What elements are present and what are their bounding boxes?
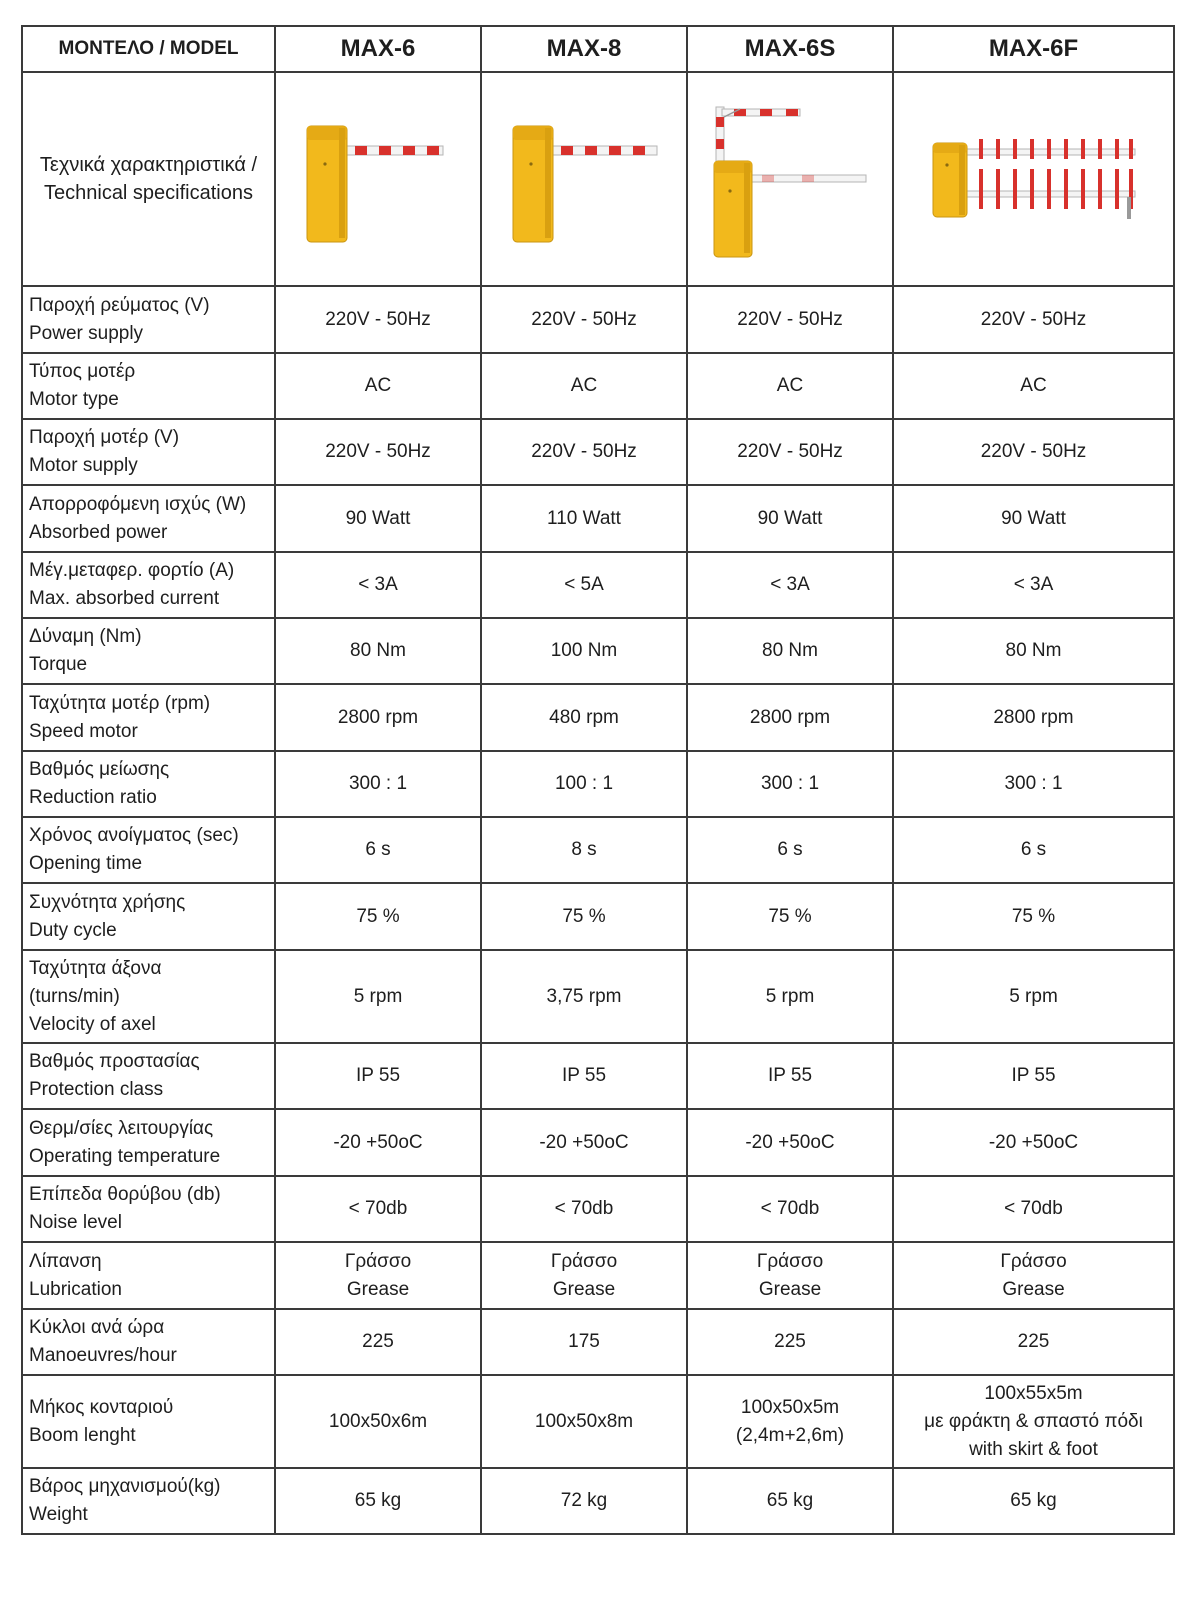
row-label bbox=[22, 1309, 275, 1375]
row-label-line: Opening time bbox=[29, 853, 143, 874]
value-cell bbox=[275, 817, 481, 883]
value-cell bbox=[481, 1242, 687, 1309]
row-label-line: Lubrication bbox=[29, 1278, 122, 1300]
value-line: 225 bbox=[774, 1331, 806, 1352]
value-cell bbox=[893, 684, 1174, 751]
value-line: 5 rpm bbox=[353, 985, 403, 1007]
table-row bbox=[22, 1309, 1174, 1375]
row-label-line: Weight bbox=[29, 1504, 88, 1525]
value-line: Grease bbox=[552, 1278, 616, 1300]
value-line: 80 Nm bbox=[762, 640, 818, 661]
value-line: -20 +50oC bbox=[333, 1131, 423, 1153]
value-cell bbox=[275, 950, 481, 1043]
value-cell bbox=[481, 684, 687, 751]
value-line: 220V - 50Hz bbox=[980, 441, 1087, 462]
row-label-line: Απορροφόμενη ισχύς (W) bbox=[29, 493, 247, 515]
value-line: 480 rpm bbox=[549, 706, 619, 728]
value-cell bbox=[275, 1468, 481, 1534]
value-line: IP 55 bbox=[561, 1065, 607, 1086]
value-cell bbox=[687, 1309, 893, 1375]
value-line: IP 55 bbox=[767, 1065, 813, 1086]
value-line: AC bbox=[364, 375, 392, 396]
value-cell bbox=[481, 751, 687, 817]
spec-title-gr: Τεχνικά χαρακτηριστικά / bbox=[39, 154, 258, 176]
value-line: 220V - 50Hz bbox=[737, 308, 843, 330]
value-line: AC bbox=[776, 375, 804, 396]
value-cell bbox=[893, 1242, 1174, 1309]
value-line: < 70db bbox=[554, 1198, 614, 1219]
max-8-barrier-image bbox=[509, 114, 659, 244]
value-line: 100x55x5m bbox=[984, 1382, 1083, 1404]
value-line: 75 % bbox=[1011, 905, 1056, 927]
value-cell bbox=[687, 286, 893, 353]
value-line: AC bbox=[570, 375, 598, 396]
value-cell bbox=[893, 552, 1174, 618]
value-line: -20 +50oC bbox=[988, 1131, 1079, 1153]
table-row bbox=[22, 684, 1174, 751]
value-line: Grease bbox=[346, 1278, 410, 1300]
value-line: 80 Nm bbox=[1005, 640, 1062, 661]
spec-table bbox=[21, 25, 1175, 1535]
value-cell bbox=[481, 1176, 687, 1242]
value-cell bbox=[275, 1176, 481, 1242]
row-label-line: Boom lenght bbox=[29, 1424, 136, 1446]
row-label bbox=[22, 286, 275, 353]
value-line: 220V - 50Hz bbox=[325, 441, 431, 462]
value-line: 90 Watt bbox=[345, 507, 411, 529]
row-label bbox=[22, 817, 275, 883]
row-label bbox=[22, 1109, 275, 1176]
header-row bbox=[22, 26, 1174, 72]
table-row bbox=[22, 1109, 1174, 1176]
value-cell bbox=[893, 419, 1174, 485]
value-line: 220V - 50Hz bbox=[531, 441, 637, 462]
value-line: 175 bbox=[568, 1331, 600, 1352]
row-label bbox=[22, 419, 275, 485]
table-row bbox=[22, 618, 1174, 684]
value-cell bbox=[687, 618, 893, 684]
row-label-line: Protection class bbox=[29, 1079, 164, 1100]
row-label bbox=[22, 950, 275, 1043]
row-label bbox=[22, 751, 275, 817]
value-line: 3,75 rpm bbox=[546, 985, 622, 1007]
row-label-line: Βαθμός μείωσης bbox=[29, 759, 170, 780]
row-label bbox=[22, 1043, 275, 1109]
max-6s-barrier-image bbox=[710, 99, 870, 259]
value-cell bbox=[893, 1309, 1174, 1375]
value-cell bbox=[275, 1309, 481, 1375]
row-label-line: Reduction ratio bbox=[29, 787, 157, 808]
value-line: -20 +50oC bbox=[539, 1131, 629, 1153]
value-line: 300 : 1 bbox=[1004, 773, 1063, 794]
value-cell bbox=[275, 751, 481, 817]
value-line: 300 : 1 bbox=[348, 773, 408, 794]
value-line: 2800 rpm bbox=[337, 706, 419, 728]
row-label-line: Speed motor bbox=[29, 720, 138, 742]
table-row bbox=[22, 419, 1174, 485]
value-cell bbox=[687, 1043, 893, 1109]
row-label bbox=[22, 353, 275, 419]
value-line: 220V - 50Hz bbox=[980, 308, 1087, 330]
table-row bbox=[22, 1043, 1174, 1109]
value-cell bbox=[687, 751, 893, 817]
row-label bbox=[22, 883, 275, 950]
value-line: 6 s bbox=[777, 839, 803, 860]
row-label-line: Velocity of axel bbox=[29, 1013, 156, 1035]
value-line: 75 % bbox=[768, 905, 812, 927]
row-label-line: Motor type bbox=[29, 389, 119, 410]
value-line: 65 kg bbox=[1010, 1490, 1057, 1511]
value-cell bbox=[275, 286, 481, 353]
row-label bbox=[22, 552, 275, 618]
row-label-line: Χρόνος ανοίγματος (sec) bbox=[29, 825, 239, 846]
value-cell bbox=[481, 353, 687, 419]
value-line: < 5A bbox=[564, 574, 604, 595]
spec-title-en: Technical specifications bbox=[44, 182, 253, 204]
value-cell bbox=[275, 883, 481, 950]
row-label-line: Manoeuvres/hour bbox=[29, 1345, 177, 1366]
value-cell bbox=[275, 684, 481, 751]
row-label-line: Βαθμός προστασίας bbox=[29, 1051, 200, 1072]
model-max-8: MAX-8 bbox=[481, 26, 687, 72]
value-line: 65 kg bbox=[354, 1490, 402, 1511]
model-max-6f: MAX-6F bbox=[893, 26, 1174, 72]
value-line: Γράσσο bbox=[550, 1250, 618, 1272]
value-cell bbox=[687, 883, 893, 950]
row-label-line: Παροχή μοτέρ (V) bbox=[29, 427, 180, 448]
value-line: < 70db bbox=[760, 1198, 820, 1219]
row-label-line: Δύναμη (Nm) bbox=[29, 626, 142, 647]
row-label bbox=[22, 618, 275, 684]
value-cell bbox=[481, 485, 687, 552]
value-cell bbox=[275, 1375, 481, 1468]
row-label-line: Noise level bbox=[29, 1212, 122, 1233]
max-8-image-cell bbox=[481, 72, 687, 286]
model-max-6s: MAX-6S bbox=[687, 26, 893, 72]
value-cell bbox=[481, 950, 687, 1043]
table-row bbox=[22, 353, 1174, 419]
value-cell bbox=[893, 751, 1174, 817]
max-6-image-cell bbox=[275, 72, 481, 286]
value-line: < 3A bbox=[358, 574, 398, 595]
row-label-line: Μέγ.μεταφερ. φορτίο (A) bbox=[29, 560, 235, 581]
value-line: 5 rpm bbox=[765, 985, 815, 1007]
row-label-line: Absorbed power bbox=[29, 521, 168, 543]
model-max-6: MAX-6 bbox=[275, 26, 481, 72]
value-line: < 70db bbox=[348, 1198, 408, 1219]
value-line: 220V - 50Hz bbox=[325, 308, 431, 330]
value-cell bbox=[893, 618, 1174, 684]
value-line: AC bbox=[1020, 375, 1047, 396]
table-row bbox=[22, 1375, 1174, 1468]
value-line: 100 Nm bbox=[550, 640, 618, 661]
value-cell bbox=[893, 1109, 1174, 1176]
value-cell bbox=[275, 1043, 481, 1109]
value-cell bbox=[687, 485, 893, 552]
value-line: 6 s bbox=[365, 839, 391, 860]
max-6f-image-cell bbox=[893, 72, 1174, 286]
value-cell bbox=[687, 552, 893, 618]
table-row bbox=[22, 950, 1174, 1043]
table-row bbox=[22, 883, 1174, 950]
value-line: 2800 rpm bbox=[749, 706, 831, 728]
row-label-line: Μήκος κονταριού bbox=[29, 1396, 174, 1418]
value-cell bbox=[893, 1176, 1174, 1242]
value-cell bbox=[275, 618, 481, 684]
row-label-line: Ταχύτητα άξονα bbox=[29, 957, 162, 979]
max-6s-image-cell bbox=[687, 72, 893, 286]
value-cell bbox=[481, 618, 687, 684]
row-label bbox=[22, 1176, 275, 1242]
value-line: 110 Watt bbox=[547, 507, 621, 529]
row-label bbox=[22, 1375, 275, 1468]
value-line: 100x50x8m bbox=[534, 1410, 634, 1432]
value-line: 225 bbox=[362, 1331, 394, 1352]
row-label-line: Τύπος μοτέρ bbox=[29, 361, 136, 382]
row-label bbox=[22, 684, 275, 751]
table-row bbox=[22, 485, 1174, 552]
value-cell bbox=[481, 286, 687, 353]
value-line: Γράσσο bbox=[1000, 1250, 1067, 1272]
value-line: 100x50x5m bbox=[740, 1396, 840, 1418]
value-cell bbox=[687, 1242, 893, 1309]
value-line: < 3A bbox=[1013, 574, 1054, 595]
row-label-line: (turns/min) bbox=[29, 985, 120, 1007]
row-label-line: Κύκλοι ανά ώρα bbox=[29, 1317, 165, 1338]
value-cell bbox=[893, 485, 1174, 552]
value-line: Grease bbox=[1002, 1278, 1065, 1300]
row-label-line: Duty cycle bbox=[29, 919, 117, 941]
row-label-line: Motor supply bbox=[29, 455, 138, 476]
value-cell bbox=[893, 1043, 1174, 1109]
value-cell bbox=[481, 1309, 687, 1375]
image-row bbox=[22, 72, 1174, 286]
table-row bbox=[22, 1468, 1174, 1534]
row-label-line: Operating temperature bbox=[29, 1145, 221, 1167]
table-row bbox=[22, 1176, 1174, 1242]
value-line: 100 : 1 bbox=[554, 773, 614, 794]
value-line: IP 55 bbox=[1011, 1065, 1056, 1086]
value-cell bbox=[275, 485, 481, 552]
row-label bbox=[22, 485, 275, 552]
value-line: 75 % bbox=[562, 905, 606, 927]
value-cell bbox=[893, 286, 1174, 353]
row-label-line: Max. absorbed current bbox=[29, 588, 220, 609]
value-cell bbox=[893, 950, 1174, 1043]
row-label-line: Torque bbox=[29, 654, 88, 675]
table-row bbox=[22, 1242, 1174, 1309]
value-line: με φράκτη & σπαστό πόδι bbox=[924, 1410, 1143, 1432]
value-line: < 70db bbox=[1004, 1198, 1063, 1219]
value-cell bbox=[687, 1375, 893, 1468]
value-cell bbox=[687, 817, 893, 883]
value-line: 6 s bbox=[1020, 839, 1047, 860]
value-cell bbox=[687, 950, 893, 1043]
value-cell bbox=[893, 817, 1174, 883]
table-row bbox=[22, 286, 1174, 353]
value-cell bbox=[275, 419, 481, 485]
value-line: 90 Watt bbox=[1001, 507, 1066, 529]
value-line: 65 kg bbox=[766, 1490, 814, 1511]
max-6f-barrier-image bbox=[929, 129, 1139, 229]
value-cell bbox=[275, 353, 481, 419]
value-cell bbox=[275, 1242, 481, 1309]
value-line: IP 55 bbox=[355, 1065, 401, 1086]
value-cell bbox=[481, 1468, 687, 1534]
value-cell bbox=[687, 1468, 893, 1534]
max-6-barrier-image bbox=[303, 114, 453, 244]
value-cell bbox=[275, 552, 481, 618]
value-line: with skirt & foot bbox=[969, 1438, 1098, 1460]
row-label bbox=[22, 1468, 275, 1534]
table-row bbox=[22, 751, 1174, 817]
value-cell bbox=[687, 1109, 893, 1176]
value-line: 220V - 50Hz bbox=[737, 441, 843, 462]
value-line: Γράσσο bbox=[756, 1250, 824, 1272]
value-cell bbox=[687, 353, 893, 419]
value-line: 5 rpm bbox=[1009, 985, 1058, 1007]
value-line: 220V - 50Hz bbox=[531, 308, 637, 330]
value-line: 75 % bbox=[356, 905, 400, 927]
value-cell bbox=[481, 552, 687, 618]
row-label-line: Επίπεδα θορύβου (db) bbox=[29, 1184, 221, 1205]
value-line: 225 bbox=[1017, 1331, 1050, 1352]
value-line: Γράσσο bbox=[344, 1250, 412, 1272]
value-cell bbox=[481, 419, 687, 485]
spec-title bbox=[22, 72, 275, 286]
value-cell bbox=[687, 1176, 893, 1242]
value-line: Grease bbox=[758, 1278, 822, 1300]
row-label bbox=[22, 1242, 275, 1309]
value-cell bbox=[481, 1109, 687, 1176]
table-row bbox=[22, 552, 1174, 618]
value-cell bbox=[481, 1043, 687, 1109]
value-line: 80 Nm bbox=[350, 640, 406, 661]
value-cell bbox=[893, 353, 1174, 419]
value-cell bbox=[275, 1109, 481, 1176]
value-line: 8 s bbox=[571, 839, 597, 860]
row-label-line: Power supply bbox=[29, 322, 144, 344]
row-label-line: Ταχύτητα μοτέρ (rpm) bbox=[29, 692, 211, 714]
value-line: (2,4m+2,6m) bbox=[735, 1424, 845, 1446]
row-label-line: Βάρος μηχανισμού(kg) bbox=[29, 1476, 221, 1497]
value-cell bbox=[687, 684, 893, 751]
value-line: -20 +50oC bbox=[745, 1131, 835, 1153]
value-line: < 3A bbox=[770, 574, 810, 595]
value-cell bbox=[893, 883, 1174, 950]
value-cell bbox=[481, 817, 687, 883]
value-line: 72 kg bbox=[560, 1490, 608, 1511]
value-cell bbox=[481, 883, 687, 950]
value-line: 90 Watt bbox=[757, 507, 823, 529]
value-cell bbox=[481, 1375, 687, 1468]
value-line: 2800 rpm bbox=[993, 706, 1074, 728]
value-line: 100x50x6m bbox=[328, 1410, 428, 1432]
value-cell bbox=[893, 1468, 1174, 1534]
row-label-line: Θερμ/σίες λειτουργίας bbox=[29, 1117, 214, 1139]
row-label-line: Παροχή ρεύματος (V) bbox=[29, 294, 210, 316]
row-label-line: Λίπανση bbox=[29, 1250, 102, 1272]
table-row bbox=[22, 817, 1174, 883]
model-label: ΜΟΝΤΕΛΟ / MODEL bbox=[22, 26, 275, 72]
value-cell bbox=[893, 1375, 1174, 1468]
value-line: 300 : 1 bbox=[760, 773, 820, 794]
value-cell bbox=[687, 419, 893, 485]
row-label-line: Συχνότητα χρήσης bbox=[29, 891, 186, 913]
